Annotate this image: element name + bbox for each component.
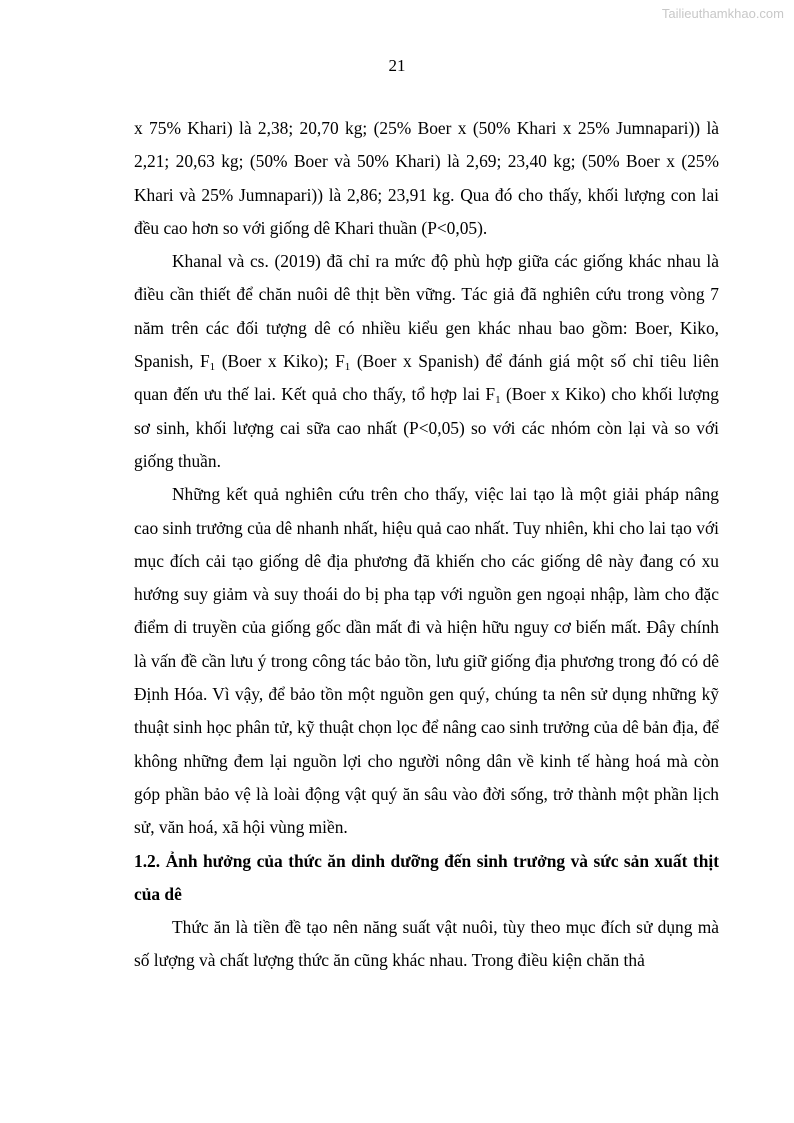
paragraph-3: Những kết quả nghiên cứu trên cho thấy, việc lai tạo là một giải pháp nâng cao sinh trưởng của dê nhanh nhất, hiệu quả cao nhất. Tuy nhiên, khi cho lai tạo với mục đích cải tạo giống dê địa phương đã khiến cho các giống dê này đang có xu hướng suy giảm và suy thoái do bị pha tạp với nguồn gen ngoại nhập, làm cho đặc điểm di truyền của giống gốc dần mất đi và hiện hữu nguy cơ biến mất. Đây chính là vấn đề cần lưu ý trong công tác bảo tồn, lưu giữ giống địa phương trong đó có dê Định Hóa. Vì vậy, để bảo tồn một nguồn gen quý, chúng ta nên sử dụng những kỹ thuật sinh học phân tử, kỹ thuật chọn lọc để nâng cao sinh trưởng của dê bản địa, để không những đem lại nguồn lợi cho người nông dân về kinh tế hàng hoá mà còn góp phần bảo vệ là loài động vật quý ăn sâu vào đời sống, trở thành một phần lịch sử, văn hoá, xã hội vùng miền. — [134, 484, 719, 838]
page-number: 21 — [388, 56, 406, 75]
paragraph-2-text-1: Khanal và cs. (2019) đã chỉ ra mức độ phù hợp giữa các giống khác nhau là điều cần thiết để chăn nuôi dê thịt bền vững. Tác giả đã nghiên cứu trong vòng 7 năm trên các đối tượng dê có nhiều kiểu gen khác nhau bao gồm: Boer, Kiko, Spanish, F — [134, 251, 719, 372]
subscript-1: 1 — [209, 361, 216, 374]
paragraph-2-text-3: (Boer x Spanish) để đánh giá một số chỉ tiêu liên quan đến ưu thế lai. Kết quả cho thấy, tổ hợp lai F — [134, 351, 719, 405]
paragraph-2 — [134, 245, 719, 478]
document-body — [134, 112, 719, 978]
paragraph-2-text-2: (Boer x Kiko); F — [215, 351, 345, 372]
subscript-1: 1 — [344, 361, 351, 374]
section-heading: 1.2. Ảnh hưởng của thức ăn dinh dưỡng đến sinh trưởng và sức sản xuất thịt của dê — [134, 850, 719, 904]
paragraph-1: x 75% Khari) là 2,38; 20,70 kg; (25% Boer x (50% Khari x 25% Jumnapari)) là 2,21; 20,63 kg; (50% Boer và 50% Khari) là 2,69; 23,40 kg; (50% Boer x (25% Khari và 25% Jumnapari)) là 2,86; 23,91 kg. Qua đó cho thấy, khối lượng con lai đều cao hơn so với giống dê Khari thuần (P<0,05). — [134, 118, 719, 238]
watermark: Tailieuthamkhao.com — [661, 6, 784, 21]
paragraph-4: Thức ăn là tiền đề tạo nên năng suất vật nuôi, tùy theo mục đích sử dụng mà số lượng và chất lượng thức ăn cũng khác nhau. Trong điều kiện chăn thả — [134, 917, 719, 971]
subscript-1: 1 — [495, 394, 501, 407]
paragraph-2-text-4: (Boer x Kiko) cho khối lượng sơ sinh, khối lượng cai sữa cao nhất (P<0,05) so với các nhóm còn lại và so với giống thuần. — [134, 384, 719, 471]
